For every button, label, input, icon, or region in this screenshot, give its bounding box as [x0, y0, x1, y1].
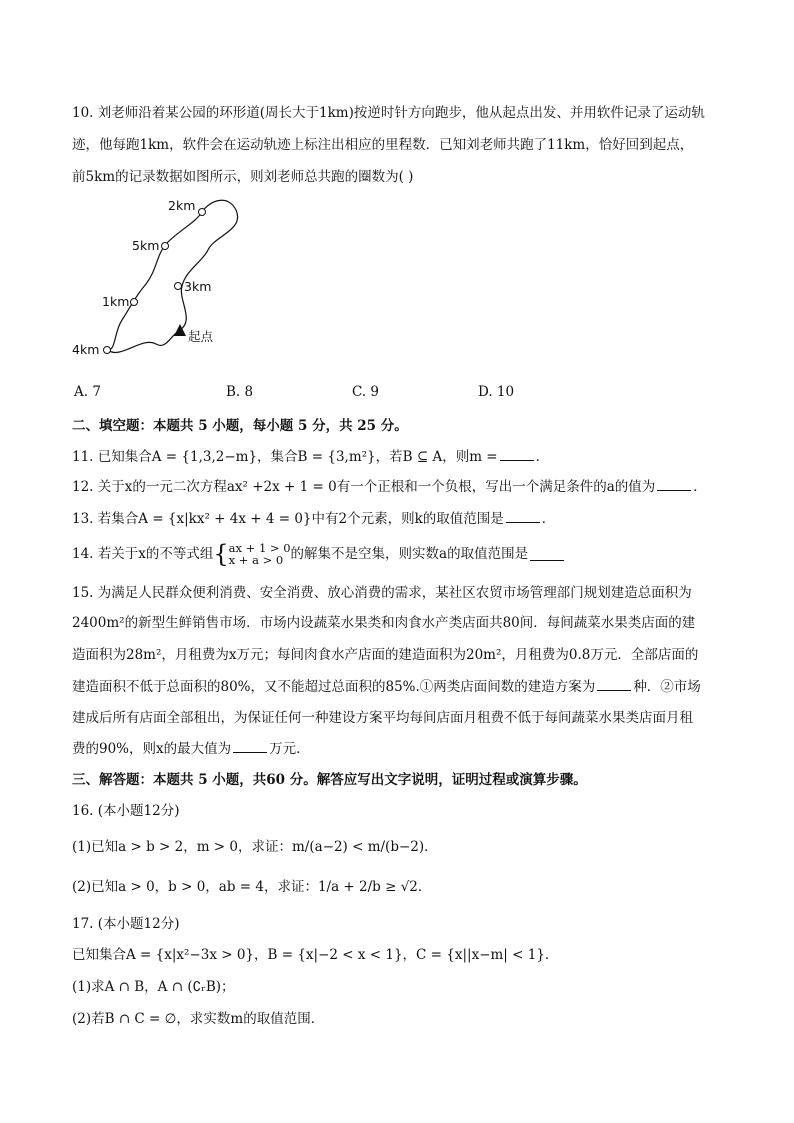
q10-option-a: A. 7: [74, 384, 101, 400]
q10-line3: 前5km的记录数据如图所示，则刘老师总共跑的圈数为( ): [72, 169, 414, 185]
q15-blank1: [597, 678, 631, 691]
label-2km: 2km: [168, 198, 196, 213]
q10-line2: 迹，他每跑1km，软件会在运动轨迹上标注出相应的里程数．已知刘老师共跑了11km，恰好回到起点，: [72, 137, 694, 153]
q13-text: 13. 若集合A = {x|kx² + 4x + 4 = 0}中有2个元素，则k的取值范围是: [72, 511, 504, 527]
q12-text: 12. 关于x的一元二次方程ax² +2x + 1 = 0有一个正根和一个负根，写出一个满足条件的a的值为: [72, 479, 656, 495]
q11-blank: [500, 448, 534, 461]
q11-text: 11. 已知集合A = {1,3,2−m}，集合B = {3,m²}，若B ⊆ A，则m =: [72, 449, 498, 465]
q16-part2: (2)已知a > 0，b > 0，ab = 4，求证：1/a + 2/b ≥ √2．: [72, 879, 432, 895]
q16-heading: 16. (本小题12分): [72, 803, 180, 819]
q15-line6: [72, 740, 732, 758]
q11: [72, 448, 732, 466]
q10-line1: 10. 刘老师沿着某公园的环形道(周长大于1km)按逆时针方向跑步，他从起点出发、并用软件记录了运动轨: [72, 105, 705, 121]
q12-blank: [657, 478, 691, 491]
q17-heading: 17. (本小题12分): [72, 916, 180, 932]
q15-line4: [72, 678, 732, 696]
q15-line5: 建成后所有店面全部租出，为保证任何一种建设方案平均每间店面月租费不低于每间蔬菜水果类店面月租: [72, 710, 693, 726]
q13: [72, 510, 732, 528]
marker-1km: [131, 299, 138, 306]
q10-option-b: B. 8: [226, 384, 254, 400]
section2-heading: 二、填空题：本题共 5 小题，每小题 5 分，共 25 分。: [72, 418, 408, 434]
q15-blank2: [233, 740, 267, 753]
q14-blank: [530, 548, 564, 561]
q15-line6a: 费的90%，则x的最大值为: [72, 741, 232, 757]
q13-end: ．: [541, 511, 556, 527]
q13-blank: [506, 510, 540, 523]
label-4km: 4km: [72, 342, 100, 357]
label-3km: 3km: [184, 279, 212, 294]
q15-line3: 造面积为28m²，月租费为x万元；每间肉食水产店面的建造面积为20m²，月租费为0.8万元．全部店面的: [72, 647, 699, 663]
q11-end: ．: [535, 449, 550, 465]
q15-line4b: 种．②市场: [633, 679, 701, 695]
q14: [72, 542, 732, 568]
label-start: 起点: [188, 329, 214, 344]
running-track-figure: [60, 190, 260, 370]
q15-line4a: 建造面积不低于总面积的80%，又不能超过总面积的85%.①两类店面间数的建造方案为: [72, 679, 596, 695]
q14-text-after: 的解集不是空集，则实数a的取值范围是: [290, 546, 529, 562]
q17-part1: (1)求A ∩ B，A ∩ (∁ᵣB)；: [72, 979, 235, 995]
q10-option-c: C. 9: [352, 384, 380, 400]
q12: [72, 478, 732, 496]
q14-system: [229, 542, 291, 566]
q15-line6b: 万元．: [269, 741, 310, 757]
marker-4km: [104, 347, 111, 354]
q15-line1: 15. 为满足人民群众便利消费、安全消费、放心消费的需求，某社区农贸市场管理部门规划建造总面积为: [72, 585, 692, 601]
q14-brace: {: [213, 540, 229, 568]
section3-heading: 三、解答题：本题共 5 小题，共60 分。解答应写出文字说明，证明过程或演算步骤。: [72, 772, 587, 788]
q14-eq2: x + a > 0: [228, 553, 284, 567]
marker-3km: [175, 283, 182, 290]
q12-end: ．: [693, 479, 707, 495]
track-path: [108, 200, 238, 352]
marker-5km: [162, 243, 169, 250]
q10-option-d: D. 10: [478, 384, 515, 400]
marker-2km: [199, 209, 206, 216]
q16-part1: (1)已知a > b > 2，m > 0，求证：m/(a−2) < m/(b−2)．: [72, 839, 438, 855]
label-5km: 5km: [132, 238, 160, 253]
label-1km: 1km: [102, 294, 130, 309]
q15-line2: 2400m²的新型生鲜销售市场．市场内设蔬菜水果类和肉食水产类店面共80间．每间蔬菜水果类店面的建: [72, 615, 696, 631]
q17-given: 已知集合A = {x|x²−3x > 0}，B = {x|−2 < x < 1}，C = {x||x−m| < 1}．: [72, 947, 559, 963]
q14-text: 14. 若关于x的不等式组: [72, 546, 214, 562]
q17-part2: (2)若B ∩ C = ∅，求实数m的取值范围．: [72, 1011, 325, 1027]
q14-eq1: ax + 1 > 0: [228, 541, 291, 555]
